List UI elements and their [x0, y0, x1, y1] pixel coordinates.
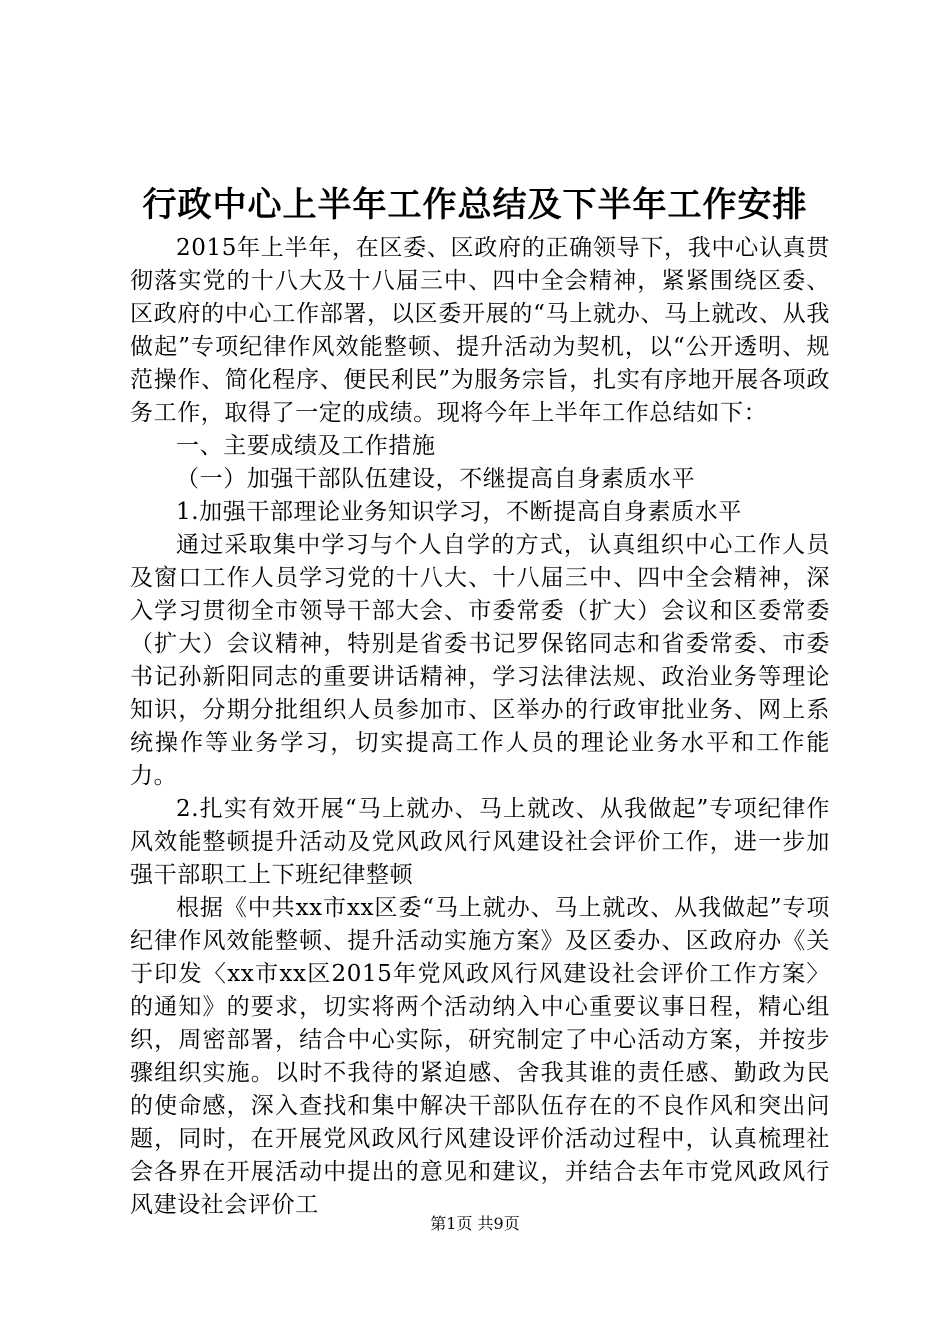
- paragraph-intro: 2015年上半年，在区委、区政府的正确领导下，我中心认真贯彻落实党的十八大及十八届三中、四中全会精神，紧紧围绕区委、区政府的中心工作部署，以区委开展的“马上就办、马上就改、从我做起”专项纪律作风效能整顿、提升活动为契机，以“公开透明、规范操作、简化程序、便民利民”为服务宗旨，扎实有序地开展各项政务工作，取得了一定的成绩。现将今年上半年工作总结如下：: [130, 235, 830, 426]
- heading-section-1: 一、主要成绩及工作措施: [176, 433, 436, 459]
- paragraph-item-2: 根据《中共xx市xx区委“马上就办、马上就改、从我做起”专项纪律作风效能整顿、提升活动实施方案》及区委办、区政府办《关于印发〈xx市xx区2015年党风政风行风建设社会评价工作方案〉的通知》的要求，切实将两个活动纳入中心重要议事日程，精心组织，周密部署，结合中心实际，研究制定了中心活动方案，并按步骤组织实施。以时不我待的紧迫感、舍我其谁的责任感、勤政为民的使命感，深入查找和集中解决干部队伍存在的不良作风和突出问题，同时，在开展党风政风行风建设评价活动过程中，认真梳理社会各界在开展活动中提出的意见和建议，并结合去年市党风政风行风建设社会评价工: [130, 895, 830, 1218]
- page-number: 第1页 共9页: [430, 1214, 520, 1233]
- document-title: 行政中心上半年工作总结及下半年工作安排: [142, 185, 808, 225]
- heading-item-2: 2.扎实有效开展“马上就办、马上就改、从我做起”专项纪律作风效能整顿提升活动及党风政风行风建设社会评价工作，进一步加强干部职工上下班纪律整顿: [130, 796, 830, 888]
- paragraph-item-1: 通过采取集中学习与个人自学的方式，认真组织中心工作人员及窗口工作人员学习党的十八大、十八届三中、四中全会精神，深入学习贯彻全市领导干部大会、市委常委（扩大）会议和区委常委（扩大）会议精神，特别是省委书记罗保铭同志和省委常委、市委书记孙新阳同志的重要讲话精神，学习法律法规、政治业务等理论知识，分期分批组织人员参加市、区举办的行政审批业务、网上系统操作等业务学习，切实提高工作人员的理论业务水平和工作能力。: [130, 532, 830, 789]
- document-body: [130, 232, 830, 1222]
- heading-item-1: 1.加强干部理论业务知识学习，不断提高自身素质水平: [176, 499, 742, 525]
- heading-subsection-1: （一）加强干部队伍建设，不继提高自身素质水平: [176, 466, 696, 492]
